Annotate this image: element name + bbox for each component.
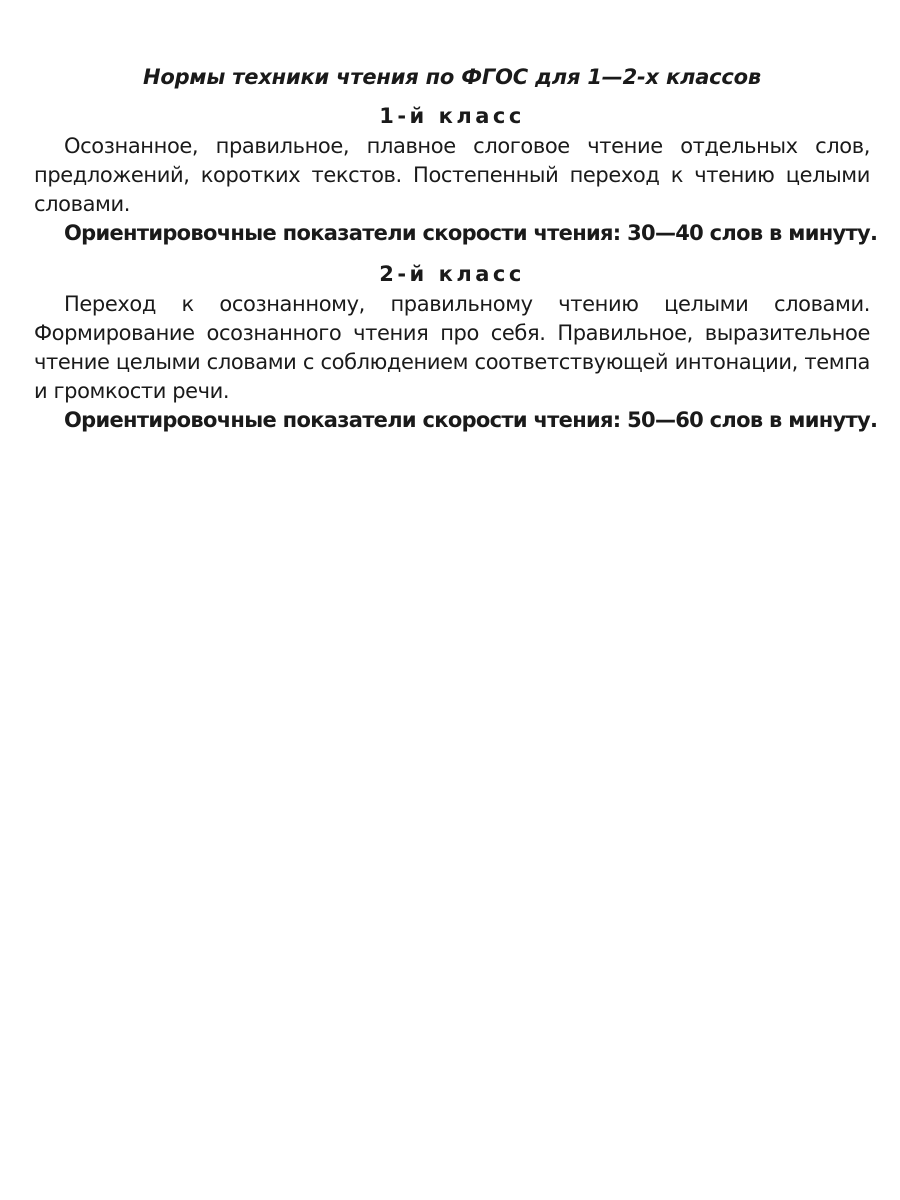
grade-1-reading-speed-norm: Ориентировочные показатели скорости чтения: 30—40 слов в минуту. xyxy=(64,221,878,245)
document-title: Нормы техники чтения по ФГОС для 1—2-х классов xyxy=(143,65,761,89)
grade-1-section xyxy=(34,100,878,248)
grade-1-heading: 1-й класс xyxy=(379,104,525,128)
grade-2-description: Переход к осознанному, правильному чтению целыми словами. Формирование осознанного чтения про себя. Правильное, выразительное чтение целыми словами с соблюдением соответствующей интонации, темпа и громкости речи. xyxy=(34,292,870,403)
grade-2-heading: 2-й класс xyxy=(379,262,525,286)
grade-1-description: Осознанное, правильное, плавное слоговое чтение отдельных слов, предложений, коротких текстов. Постепенный переход к чтению целыми словами. xyxy=(34,134,870,216)
grade-2-reading-speed-norm: Ориентировочные показатели скорости чтения: 50—60 слов в минуту. xyxy=(64,408,878,432)
grade-2-section xyxy=(34,258,878,435)
